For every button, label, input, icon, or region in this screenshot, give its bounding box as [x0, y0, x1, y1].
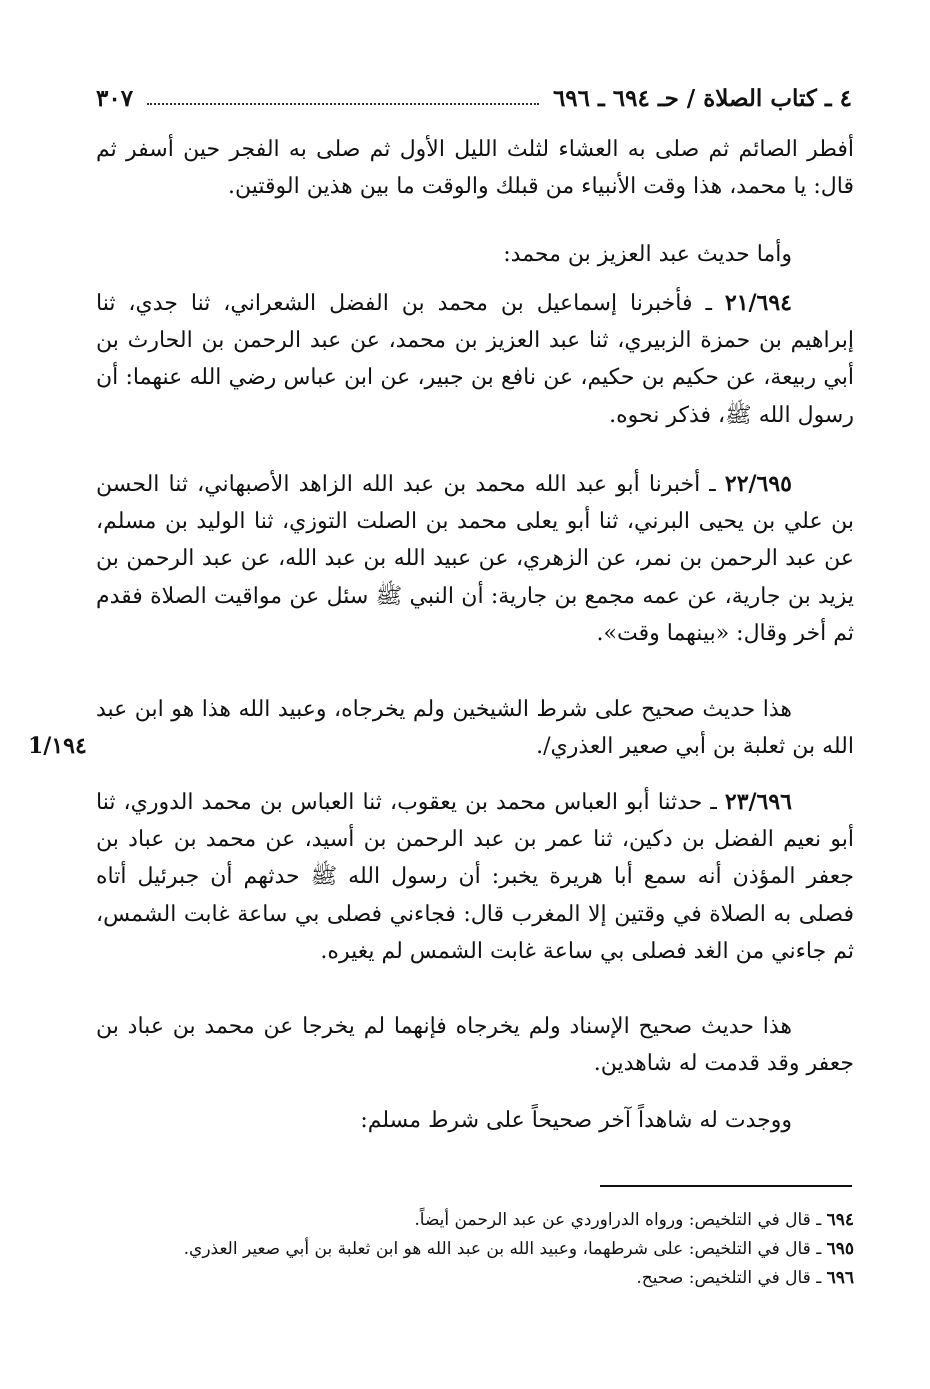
paragraph-intro — [96, 131, 854, 205]
hadith-number: ٢٢/٦٩٥ — [724, 471, 792, 497]
margin-folio-note: 1/١٩٤ — [28, 733, 87, 759]
footnote-696 — [96, 1264, 854, 1293]
page-number: ٣٠٧ — [96, 84, 134, 112]
footnote-number: ٦٩٥ — [826, 1239, 854, 1259]
section-heading — [96, 236, 854, 273]
footnote-695 — [96, 1235, 854, 1264]
comment-695 — [96, 691, 854, 765]
hadith-text: ـ أخبرنا أبو عبد الله محمد بن عبد الله الزاهد الأصبهاني، ثنا الحسن بن علي بن يحيى البرني، ثنا أبو يعلى محمد بن الصلت التوزي، ثنا الوليد بن مسلم، عن عبد الرحمن بن نمر، عن الزهري، عن عبيد الله بن عبد الله، عن عبد الرحمن بن يزيد بن جارية، عن عمه مجمع بن جارية: أن النبي ﷺ سئل عن مواقيت الصلاة فقدم ثم أخر وقال: «بينهما وقت». — [96, 472, 854, 646]
footnotes — [96, 1206, 854, 1293]
hadith-number: ٢٣/٦٩٦ — [724, 789, 792, 815]
footnote-number: ٦٩٦ — [826, 1268, 854, 1288]
closing-line — [96, 1102, 854, 1139]
header-dot-leader — [147, 103, 539, 105]
hadith-text: ـ فأخبرنا إسماعيل بن محمد بن الفضل الشعراني، ثنا جدي، ثنا إبراهيم بن حمزة الزبيري، ثنا عبد العزيز بن محمد، عن عبد الرحمن بن الحارث بن أبي ربيعة، عن حكيم بن حكيم، عن نافع بن جبير، عن ابن عباس رضي الله عنهما: أن رسول الله ﷺ، فذكر نحوه. — [96, 291, 854, 428]
running-header — [96, 78, 852, 118]
footnote-694 — [96, 1206, 854, 1235]
footnote-text: ـ قال في التلخيص: ورواه الدراوردي عن عبد الرحمن أيضاً. — [414, 1210, 827, 1230]
footnote-text: ـ قال في التلخيص: على شرطهما، وعبيد الله بن عبد الله هو ابن ثعلبة بن أبي صعير العذري. — [183, 1239, 827, 1259]
hadith-694 — [96, 285, 854, 434]
paragraph-text: وأما حديث عبد العزيز بن محمد: — [503, 242, 792, 267]
hadith-696 — [96, 784, 854, 970]
footnote-number: ٦٩٤ — [826, 1210, 854, 1230]
header-title: ٤ ـ كتاب الصلاة / حـ ٦٩٤ ـ ٦٩٦ — [552, 84, 852, 112]
hadith-number: ٢١/٦٩٤ — [724, 290, 792, 316]
paragraph-text: ووجدت له شاهداً آخر صحيحاً على شرط مسلم: — [360, 1108, 792, 1133]
footnote-text: ـ قال في التلخيص: صحيح. — [636, 1268, 827, 1288]
hadith-695 — [96, 466, 854, 652]
comment-696 — [96, 1008, 854, 1082]
hadith-text: ـ حدثنا أبو العباس محمد بن يعقوب، ثنا العباس بن محمد الدوري، ثنا أبو نعيم الفضل بن دكين، ثنا عمر بن عبد الرحمن بن أسيد، عن محمد بن عباد بن جعفر المؤذن أنه سمع أبا هريرة يخبر: أن رسول الله ﷺ حدثهم أن جبرئيل أتاه فصلى به الصلاة في وقتين إلا المغرب قال: فجاءني فصلى بي ساعة غابت الشمس، ثم جاءني من الغد فصلى بي ساعة غابت الشمس لم يغيره. — [96, 790, 854, 964]
paragraph-text: هذا حديث صحيح الإسناد ولم يخرجاه فإنهما لم يخرجا عن محمد بن عباد بن جعفر وقد قدمت له شاهدين. — [96, 1014, 854, 1077]
paragraph-text: أفطر الصائم ثم صلى به العشاء لثلث الليل الأول ثم صلى به الفجر حين أسفر ثم قال: يا محمد، هذا وقت الأنبياء من قبلك والوقت ما بين هذين الوقتين. — [96, 137, 854, 200]
footnote-divider — [600, 1185, 852, 1187]
paragraph-text: هذا حديث صحيح على شرط الشيخين ولم يخرجاه، وعبيد الله هذا هو ابن عبد الله بن ثعلبة بن أبي صعير العذري/. — [96, 697, 854, 760]
